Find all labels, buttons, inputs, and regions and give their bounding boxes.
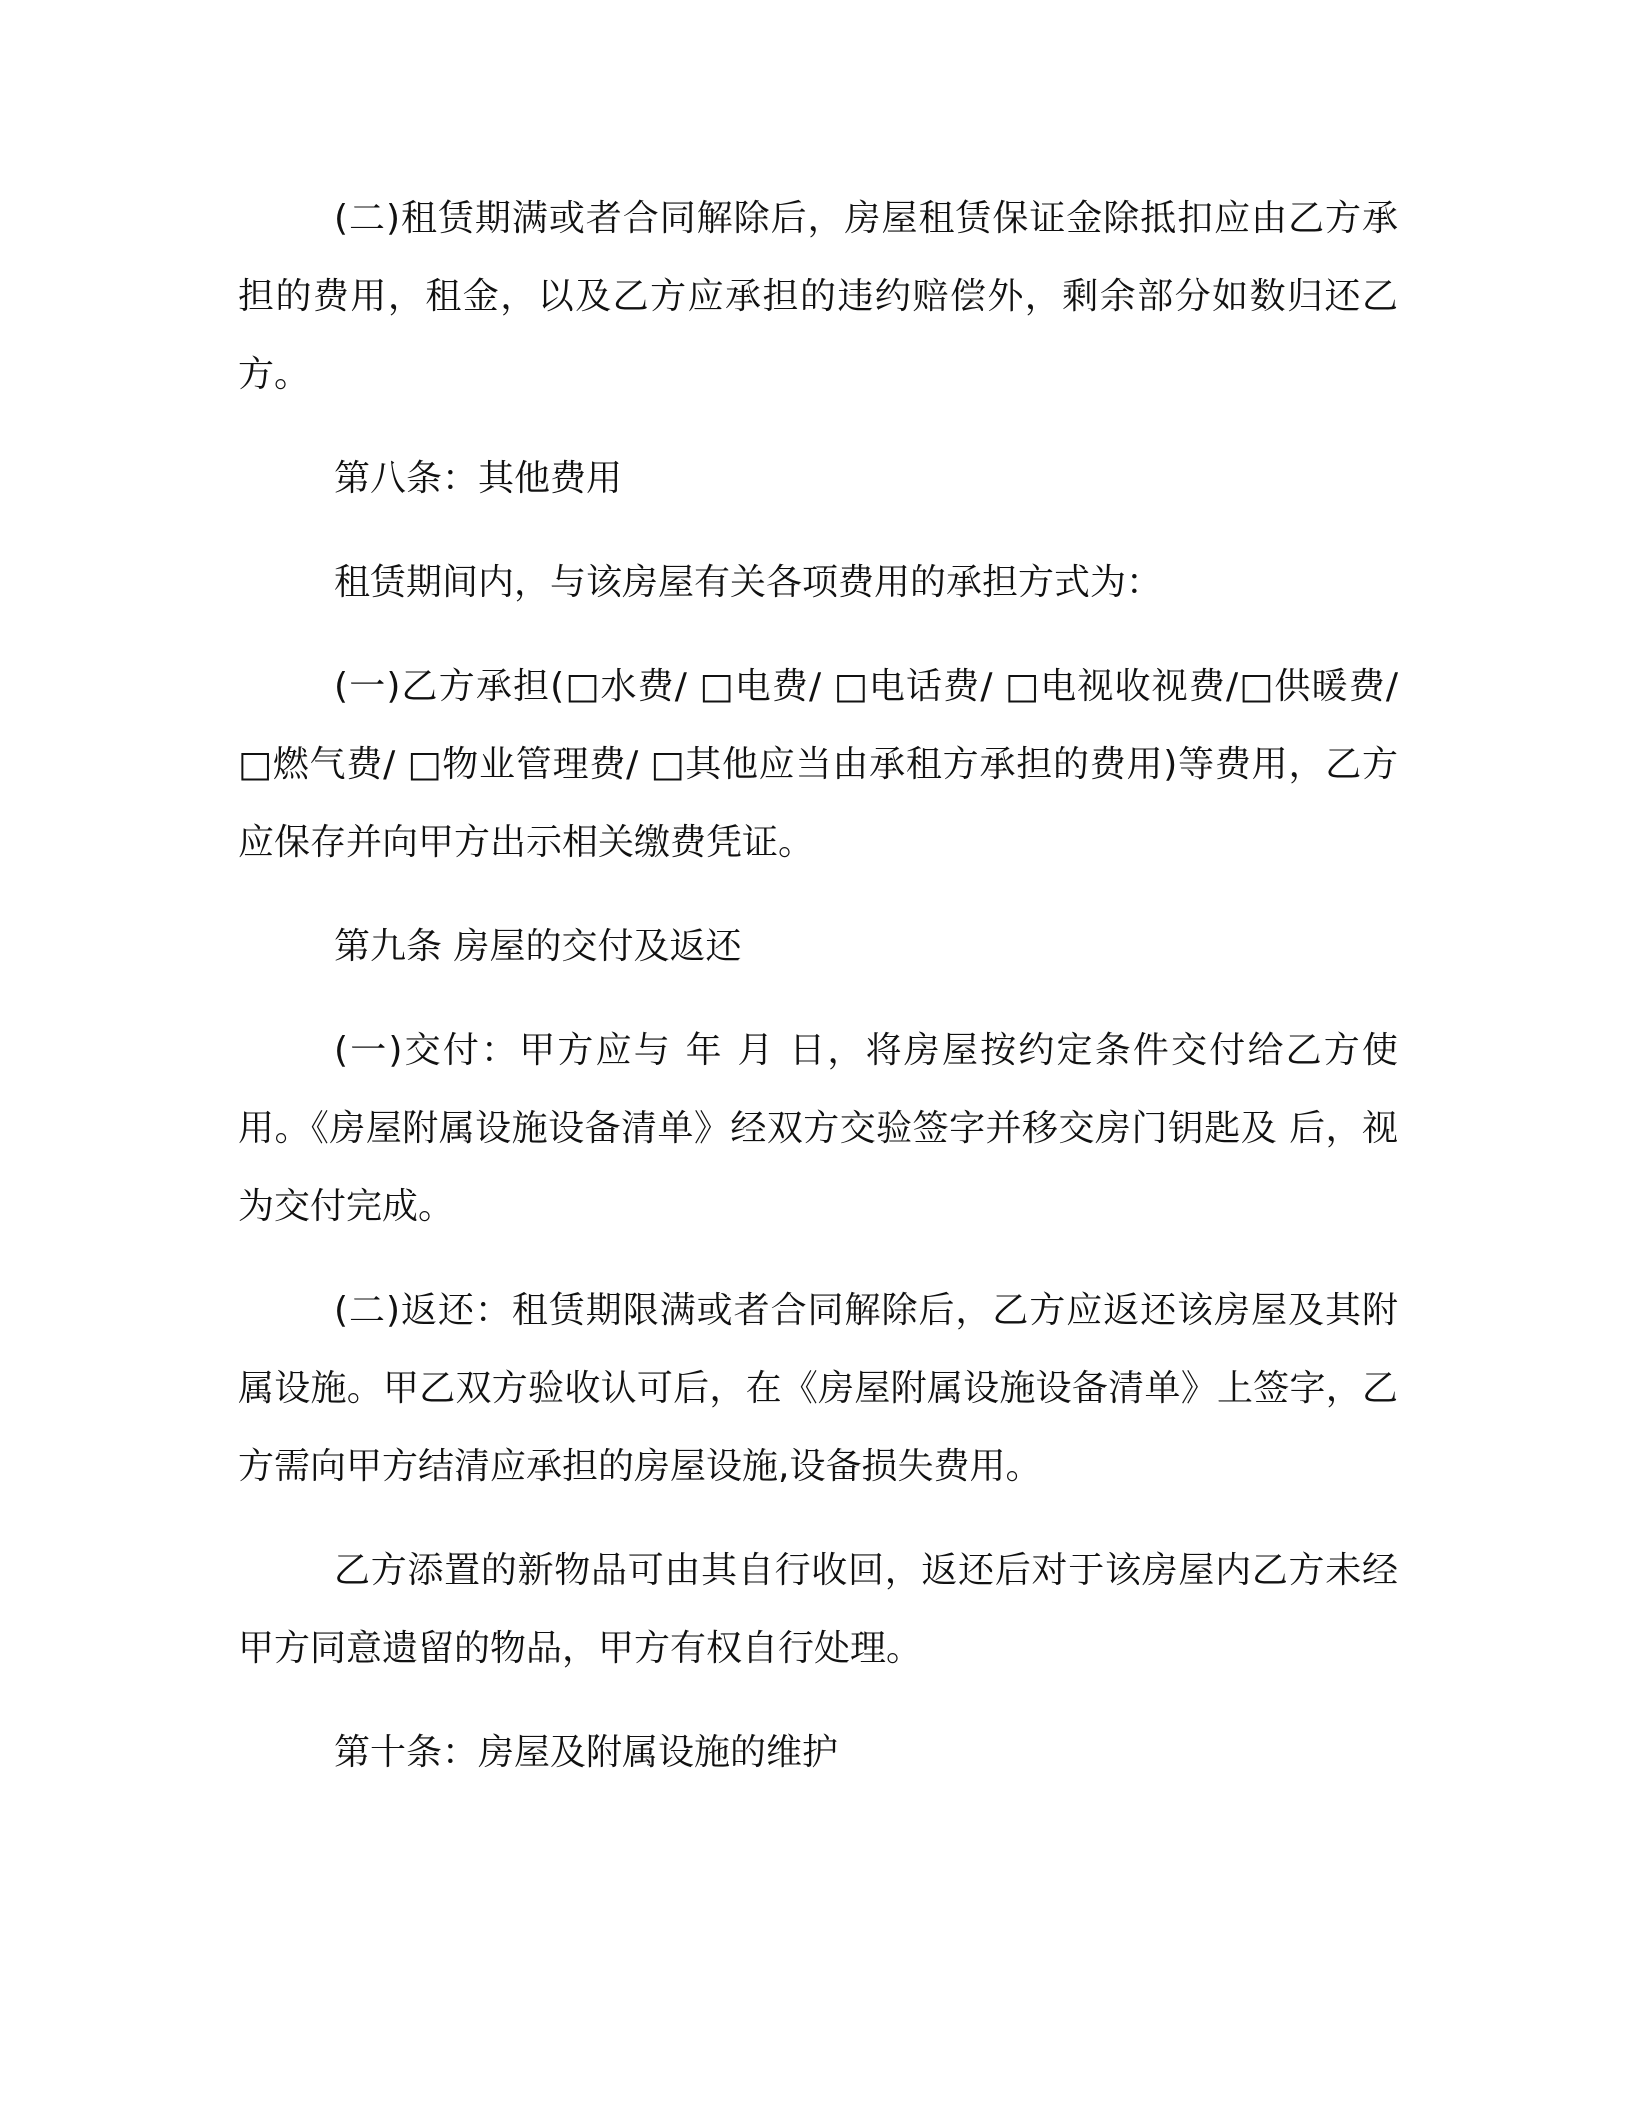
paragraph-tenant-fees: (一)乙方承担(□水费/ □电费/ □电话费/ □电视收视费/□供暖费/ □燃气费/ □物业管理费/ □其他应当由承租方承担的费用)等费用，乙方应保存并向甲方出示相关缴费凭证。 — [238, 666, 1398, 863]
paragraph-delivery: (一)交付：甲方应与 年 月 日，将房屋按约定条件交付给乙方使用。《房屋附属设施设备清单》经双方交验签字并移交房门钥匙及 后，视为交付完成。 — [238, 1030, 1398, 1227]
paragraph-deposit-return: (二)租赁期满或者合同解除后，房屋租赁保证金除抵扣应由乙方承担的费用，租金，以及乙方应承担的违约赔偿外，剩余部分如数归还乙方。 — [238, 198, 1398, 395]
article-9-heading: 第九条 房屋的交付及返还 — [334, 926, 742, 967]
paragraph-fee-bearing-intro: 租赁期间内，与该房屋有关各项费用的承担方式为： — [334, 562, 1163, 603]
document-body — [238, 180, 1398, 1818]
paragraph-return: (二)返还：租赁期限满或者合同解除后，乙方应返还该房屋及其附属设施。甲乙双方验收认可后，在《房屋附属设施设备清单》上签字，乙方需向甲方结清应承担的房屋设施,设备损失费用。 — [238, 1290, 1398, 1487]
article-8-heading: 第八条：其他费用 — [334, 458, 623, 499]
article-10-heading: 第十条：房屋及附属设施的维护 — [334, 1732, 839, 1773]
paragraph-new-items: 乙方添置的新物品可由其自行收回，返还后对于该房屋内乙方未经甲方同意遗留的物品，甲方有权自行处理。 — [238, 1550, 1398, 1669]
